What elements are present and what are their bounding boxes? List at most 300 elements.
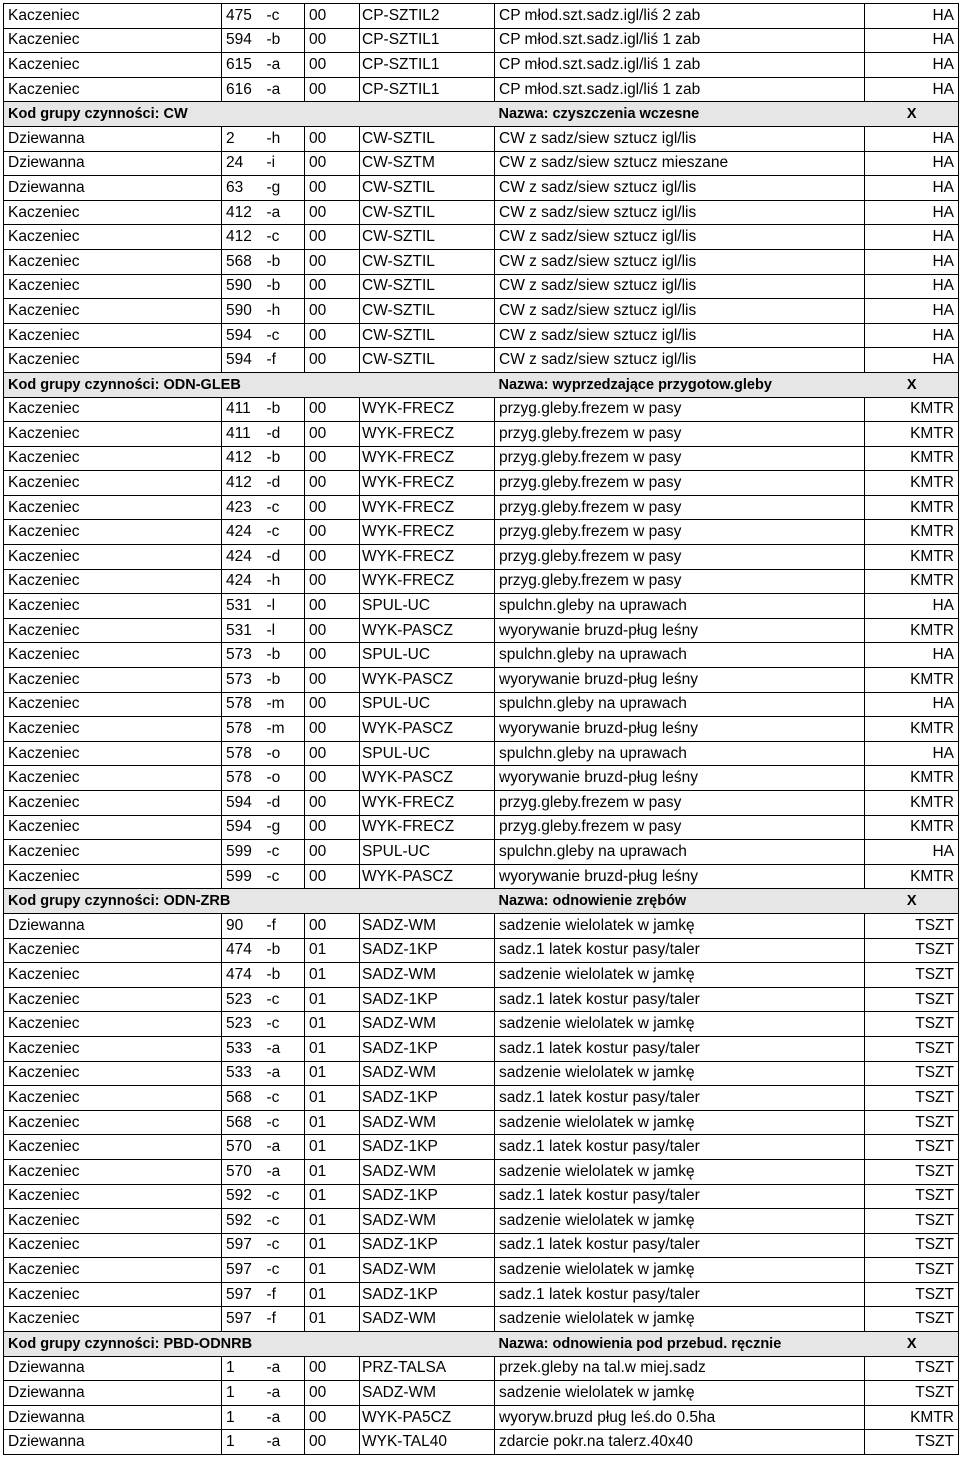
subdivision-cell: -c [265, 225, 305, 250]
table-row [4, 717, 959, 742]
activity-description-cell: wyorywanie bruzd-pług leśny [495, 618, 865, 643]
unit-cell: HA [865, 151, 959, 176]
unit-cell: HA [865, 200, 959, 225]
forestry-cell: Kaczeniec [4, 1282, 222, 1307]
unit-cell: HA [865, 299, 959, 324]
group-code-label: Kod grupy czynności: ODN-ZRB [4, 889, 495, 914]
forestry-cell: Kaczeniec [4, 1036, 222, 1061]
forestry-cell: Kaczeniec [4, 840, 222, 865]
table-row [4, 323, 959, 348]
activity-description-cell: przyg.gleby.frezem w pasy [495, 815, 865, 840]
group-code-label: Kod grupy czynności: PBD-ODNRB [4, 1332, 495, 1357]
activity-code-cell: WYK-PASCZ [360, 618, 495, 643]
activity-code-cell: WYK-FRECZ [360, 397, 495, 422]
activity-description-cell: sadz.1 latek kostur pasy/taler [495, 1282, 865, 1307]
code-cell: 00 [305, 397, 360, 422]
activity-code-cell: SADZ-WM [360, 1307, 495, 1332]
activity-code-cell: SADZ-1KP [360, 1135, 495, 1160]
division-cell: 474 [222, 938, 265, 963]
forestry-cell: Kaczeniec [4, 594, 222, 619]
code-cell: 00 [305, 692, 360, 717]
unit-cell: TSZT [865, 1209, 959, 1234]
code-cell: 01 [305, 987, 360, 1012]
subdivision-cell: -a [265, 1430, 305, 1455]
activity-description-cell: sadzenie wielolatek w jamkę [495, 963, 865, 988]
subdivision-cell: -a [265, 1381, 305, 1406]
code-cell: 00 [305, 717, 360, 742]
activity-code-cell: WYK-PA5CZ [360, 1405, 495, 1430]
activity-code-cell: SPUL-UC [360, 840, 495, 865]
subdivision-cell: -m [265, 692, 305, 717]
forestry-cell: Kaczeniec [4, 28, 222, 53]
activity-description-cell: przyg.gleby.frezem w pasy [495, 545, 865, 570]
activity-code-cell: CW-SZTIL [360, 249, 495, 274]
unit-cell: KMTR [865, 766, 959, 791]
forestry-cell: Kaczeniec [4, 200, 222, 225]
division-cell: 597 [222, 1307, 265, 1332]
group-name-label: Nazwa: czyszczenia wczesne [495, 102, 865, 127]
division-cell: 474 [222, 963, 265, 988]
table-row [4, 1135, 959, 1160]
table-row [4, 1282, 959, 1307]
division-cell: 616 [222, 77, 265, 102]
forestry-cell: Kaczeniec [4, 692, 222, 717]
activity-code-cell: CP-SZTIL1 [360, 53, 495, 78]
table-row [4, 200, 959, 225]
forestry-cell: Dziewanna [4, 1356, 222, 1381]
subdivision-cell: -m [265, 717, 305, 742]
activity-description-cell: CW z sadz/siew sztucz igl/lis [495, 176, 865, 201]
subdivision-cell: -a [265, 53, 305, 78]
subdivision-cell: -d [265, 471, 305, 496]
code-cell: 00 [305, 791, 360, 816]
subdivision-cell: -o [265, 766, 305, 791]
table-row [4, 963, 959, 988]
activity-description-cell: spulchn.gleby na uprawach [495, 741, 865, 766]
forestry-cell: Kaczeniec [4, 791, 222, 816]
forestry-cell: Kaczeniec [4, 77, 222, 102]
code-cell: 00 [305, 1405, 360, 1430]
table-row [4, 348, 959, 373]
unit-cell: TSZT [865, 1381, 959, 1406]
unit-cell: TSZT [865, 1086, 959, 1111]
subdivision-cell: -b [265, 938, 305, 963]
table-row [4, 1184, 959, 1209]
division-cell: 597 [222, 1258, 265, 1283]
code-cell: 00 [305, 4, 360, 29]
activity-code-cell: SADZ-WM [360, 1209, 495, 1234]
unit-cell: HA [865, 53, 959, 78]
forestry-cell: Dziewanna [4, 126, 222, 151]
division-cell: 411 [222, 397, 265, 422]
subdivision-cell: -c [265, 1258, 305, 1283]
activity-code-cell: WYK-FRECZ [360, 422, 495, 447]
forestry-cell: Kaczeniec [4, 938, 222, 963]
code-cell: 00 [305, 1381, 360, 1406]
code-cell: 01 [305, 1086, 360, 1111]
activity-code-cell: WYK-FRECZ [360, 520, 495, 545]
forestry-cell: Kaczeniec [4, 963, 222, 988]
activity-code-cell: CP-SZTIL2 [360, 4, 495, 29]
unit-cell: HA [865, 840, 959, 865]
division-cell: 578 [222, 717, 265, 742]
activity-code-cell: WYK-FRECZ [360, 446, 495, 471]
code-cell: 00 [305, 741, 360, 766]
activity-description-cell: CW z sadz/siew sztucz mieszane [495, 151, 865, 176]
activity-code-cell: SPUL-UC [360, 692, 495, 717]
forestry-cell: Kaczeniec [4, 1159, 222, 1184]
unit-cell: HA [865, 28, 959, 53]
division-cell: 1 [222, 1356, 265, 1381]
group-code-label: Kod grupy czynności: CW [4, 102, 495, 127]
table-row [4, 249, 959, 274]
forestry-cell: Kaczeniec [4, 618, 222, 643]
division-cell: 90 [222, 913, 265, 938]
activity-description-cell: CW z sadz/siew sztucz igl/lis [495, 225, 865, 250]
unit-cell: TSZT [865, 963, 959, 988]
unit-cell: HA [865, 77, 959, 102]
activity-description-cell: przyg.gleby.frezem w pasy [495, 495, 865, 520]
activity-description-cell: przyg.gleby.frezem w pasy [495, 791, 865, 816]
table-row [4, 28, 959, 53]
unit-cell: HA [865, 225, 959, 250]
activity-code-cell: SADZ-WM [360, 963, 495, 988]
code-cell: 00 [305, 28, 360, 53]
group-flag: X [865, 102, 959, 127]
table-row [4, 126, 959, 151]
code-cell: 00 [305, 815, 360, 840]
division-cell: 531 [222, 618, 265, 643]
code-cell: 00 [305, 471, 360, 496]
activity-description-cell: CP młod.szt.sadz.igl/liś 2 zab [495, 4, 865, 29]
table-row [4, 545, 959, 570]
unit-cell: TSZT [865, 987, 959, 1012]
table-row [4, 77, 959, 102]
unit-cell: HA [865, 594, 959, 619]
division-cell: 573 [222, 668, 265, 693]
unit-cell: KMTR [865, 618, 959, 643]
subdivision-cell: -a [265, 200, 305, 225]
subdivision-cell: -b [265, 643, 305, 668]
forestry-cell: Kaczeniec [4, 987, 222, 1012]
unit-cell: TSZT [865, 1233, 959, 1258]
activity-description-cell: zdarcie pokr.na talerz.40x40 [495, 1430, 865, 1455]
code-cell: 01 [305, 1061, 360, 1086]
subdivision-cell: -g [265, 176, 305, 201]
group-header-row [4, 889, 959, 914]
unit-cell: HA [865, 323, 959, 348]
subdivision-cell: -h [265, 569, 305, 594]
activity-code-cell: SADZ-1KP [360, 1233, 495, 1258]
division-cell: 592 [222, 1184, 265, 1209]
subdivision-cell: -a [265, 77, 305, 102]
activity-description-cell: sadz.1 latek kostur pasy/taler [495, 1086, 865, 1111]
activity-description-cell: spulchn.gleby na uprawach [495, 643, 865, 668]
activity-description-cell: wyorywanie bruzd-pług leśny [495, 766, 865, 791]
division-cell: 594 [222, 323, 265, 348]
forestry-cell: Kaczeniec [4, 1258, 222, 1283]
forestry-cell: Kaczeniec [4, 422, 222, 447]
unit-cell: TSZT [865, 1135, 959, 1160]
activity-description-cell: sadzenie wielolatek w jamkę [495, 1159, 865, 1184]
forestry-cell: Kaczeniec [4, 1110, 222, 1135]
table-row [4, 1258, 959, 1283]
activity-code-cell: SADZ-WM [360, 1159, 495, 1184]
activity-description-cell: przyg.gleby.frezem w pasy [495, 397, 865, 422]
table-row [4, 987, 959, 1012]
code-cell: 00 [305, 225, 360, 250]
code-cell: 00 [305, 840, 360, 865]
activity-description-cell: CW z sadz/siew sztucz igl/lis [495, 249, 865, 274]
division-cell: 2 [222, 126, 265, 151]
table-row [4, 446, 959, 471]
activity-code-cell: SADZ-1KP [360, 1086, 495, 1111]
subdivision-cell: -d [265, 545, 305, 570]
subdivision-cell: -g [265, 815, 305, 840]
operations-table [3, 3, 959, 1455]
activity-description-cell: sadz.1 latek kostur pasy/taler [495, 987, 865, 1012]
code-cell: 00 [305, 594, 360, 619]
activity-code-cell: SPUL-UC [360, 643, 495, 668]
subdivision-cell: -a [265, 1159, 305, 1184]
activity-code-cell: CW-SZTIL [360, 274, 495, 299]
unit-cell: HA [865, 4, 959, 29]
forestry-cell: Kaczeniec [4, 766, 222, 791]
activity-code-cell: SADZ-WM [360, 1012, 495, 1037]
activity-code-cell: SADZ-WM [360, 1110, 495, 1135]
activity-code-cell: SADZ-WM [360, 913, 495, 938]
forestry-cell: Kaczeniec [4, 1233, 222, 1258]
subdivision-cell: -d [265, 422, 305, 447]
unit-cell: KMTR [865, 471, 959, 496]
code-cell: 00 [305, 151, 360, 176]
table-row [4, 422, 959, 447]
code-cell: 00 [305, 913, 360, 938]
table-row [4, 520, 959, 545]
table-row [4, 1012, 959, 1037]
division-cell: 523 [222, 1012, 265, 1037]
forestry-cell: Kaczeniec [4, 864, 222, 889]
subdivision-cell: -a [265, 1135, 305, 1160]
table-row [4, 1061, 959, 1086]
table-row [4, 1086, 959, 1111]
forestry-cell: Kaczeniec [4, 495, 222, 520]
code-cell: 01 [305, 1258, 360, 1283]
subdivision-cell: -l [265, 618, 305, 643]
activity-code-cell: WYK-FRECZ [360, 815, 495, 840]
activity-description-cell: CW z sadz/siew sztucz igl/lis [495, 200, 865, 225]
activity-description-cell: przyg.gleby.frezem w pasy [495, 422, 865, 447]
activity-description-cell: sadz.1 latek kostur pasy/taler [495, 1184, 865, 1209]
table-row [4, 151, 959, 176]
activity-description-cell: CW z sadz/siew sztucz igl/lis [495, 299, 865, 324]
code-cell: 00 [305, 618, 360, 643]
activity-code-cell: SPUL-UC [360, 741, 495, 766]
unit-cell: TSZT [865, 1012, 959, 1037]
unit-cell: KMTR [865, 668, 959, 693]
division-cell: 523 [222, 987, 265, 1012]
table-row [4, 913, 959, 938]
unit-cell: TSZT [865, 1356, 959, 1381]
table-row [4, 791, 959, 816]
activity-description-cell: CP młod.szt.sadz.igl/liś 1 zab [495, 77, 865, 102]
activity-code-cell: CW-SZTIL [360, 348, 495, 373]
activity-description-cell: sadz.1 latek kostur pasy/taler [495, 938, 865, 963]
unit-cell: HA [865, 176, 959, 201]
code-cell: 00 [305, 446, 360, 471]
division-cell: 578 [222, 766, 265, 791]
code-cell: 00 [305, 766, 360, 791]
forestry-cell: Kaczeniec [4, 1307, 222, 1332]
code-cell: 00 [305, 176, 360, 201]
division-cell: 570 [222, 1135, 265, 1160]
activity-description-cell: sadzenie wielolatek w jamkę [495, 1307, 865, 1332]
activity-code-cell: CP-SZTIL1 [360, 77, 495, 102]
unit-cell: HA [865, 348, 959, 373]
subdivision-cell: -h [265, 299, 305, 324]
forestry-cell: Kaczeniec [4, 569, 222, 594]
subdivision-cell: -c [265, 840, 305, 865]
division-cell: 1 [222, 1381, 265, 1406]
table-row [4, 299, 959, 324]
forestry-cell: Kaczeniec [4, 668, 222, 693]
forestry-cell: Kaczeniec [4, 397, 222, 422]
activity-description-cell: spulchn.gleby na uprawach [495, 594, 865, 619]
forestry-cell: Kaczeniec [4, 348, 222, 373]
unit-cell: KMTR [865, 446, 959, 471]
activity-description-cell: przyg.gleby.frezem w pasy [495, 446, 865, 471]
table-row [4, 643, 959, 668]
unit-cell: TSZT [865, 938, 959, 963]
code-cell: 00 [305, 864, 360, 889]
subdivision-cell: -f [265, 348, 305, 373]
unit-cell: TSZT [865, 1258, 959, 1283]
division-cell: 533 [222, 1036, 265, 1061]
unit-cell: TSZT [865, 1307, 959, 1332]
forestry-cell: Kaczeniec [4, 741, 222, 766]
code-cell: 01 [305, 1012, 360, 1037]
forestry-cell: Kaczeniec [4, 717, 222, 742]
table-row [4, 692, 959, 717]
subdivision-cell: -c [265, 1233, 305, 1258]
table-row [4, 1405, 959, 1430]
unit-cell: HA [865, 643, 959, 668]
activity-description-cell: CP młod.szt.sadz.igl/liś 1 zab [495, 28, 865, 53]
code-cell: 01 [305, 1282, 360, 1307]
unit-cell: KMTR [865, 791, 959, 816]
table-row [4, 938, 959, 963]
division-cell: 24 [222, 151, 265, 176]
forestry-cell: Dziewanna [4, 913, 222, 938]
subdivision-cell: -c [265, 1086, 305, 1111]
activity-description-cell: spulchn.gleby na uprawach [495, 840, 865, 865]
division-cell: 424 [222, 520, 265, 545]
unit-cell: KMTR [865, 717, 959, 742]
activity-description-cell: przyg.gleby.frezem w pasy [495, 569, 865, 594]
table-row [4, 495, 959, 520]
activity-description-cell: CP młod.szt.sadz.igl/liś 1 zab [495, 53, 865, 78]
subdivision-cell: -c [265, 323, 305, 348]
group-name-label: Nazwa: odnowienia pod przebud. ręcznie [495, 1332, 865, 1357]
table-row [4, 225, 959, 250]
code-cell: 01 [305, 1233, 360, 1258]
table-row [4, 397, 959, 422]
division-cell: 1 [222, 1430, 265, 1455]
code-cell: 00 [305, 520, 360, 545]
unit-cell: KMTR [865, 422, 959, 447]
code-cell: 00 [305, 77, 360, 102]
unit-cell: HA [865, 126, 959, 151]
table-row [4, 741, 959, 766]
division-cell: 578 [222, 692, 265, 717]
subdivision-cell: -a [265, 1405, 305, 1430]
table-row [4, 1381, 959, 1406]
activity-description-cell: sadz.1 latek kostur pasy/taler [495, 1135, 865, 1160]
activity-code-cell: SADZ-1KP [360, 1036, 495, 1061]
code-cell: 01 [305, 1307, 360, 1332]
code-cell: 00 [305, 299, 360, 324]
division-cell: 578 [222, 741, 265, 766]
activity-description-cell: wyorywanie bruzd-pług leśny [495, 864, 865, 889]
unit-cell: HA [865, 741, 959, 766]
division-cell: 568 [222, 1086, 265, 1111]
subdivision-cell: -c [265, 1012, 305, 1037]
group-header-row [4, 1332, 959, 1357]
subdivision-cell: -c [265, 1209, 305, 1234]
table-row [4, 815, 959, 840]
unit-cell: TSZT [865, 1184, 959, 1209]
subdivision-cell: -c [265, 520, 305, 545]
activity-code-cell: WYK-FRECZ [360, 495, 495, 520]
unit-cell: TSZT [865, 1061, 959, 1086]
division-cell: 531 [222, 594, 265, 619]
activity-description-cell: przyg.gleby.frezem w pasy [495, 520, 865, 545]
activity-description-cell: sadzenie wielolatek w jamkę [495, 1012, 865, 1037]
code-cell: 01 [305, 1036, 360, 1061]
code-cell: 00 [305, 569, 360, 594]
activity-code-cell: SPUL-UC [360, 594, 495, 619]
table-row [4, 569, 959, 594]
activity-code-cell: SADZ-1KP [360, 938, 495, 963]
forestry-cell: Kaczeniec [4, 225, 222, 250]
table-row [4, 618, 959, 643]
forestry-cell: Kaczeniec [4, 815, 222, 840]
code-cell: 00 [305, 1356, 360, 1381]
activity-description-cell: wyorywanie bruzd-pług leśny [495, 668, 865, 693]
unit-cell: KMTR [865, 864, 959, 889]
table-row [4, 1233, 959, 1258]
forestry-cell: Kaczeniec [4, 1061, 222, 1086]
division-cell: 63 [222, 176, 265, 201]
division-cell: 411 [222, 422, 265, 447]
division-cell: 590 [222, 299, 265, 324]
subdivision-cell: -f [265, 1282, 305, 1307]
activity-description-cell: sadzenie wielolatek w jamkę [495, 1061, 865, 1086]
forestry-cell: Kaczeniec [4, 643, 222, 668]
division-cell: 424 [222, 545, 265, 570]
table-row [4, 274, 959, 299]
table-row [4, 840, 959, 865]
code-cell: 00 [305, 53, 360, 78]
forestry-cell: Dziewanna [4, 176, 222, 201]
code-cell: 01 [305, 938, 360, 963]
activity-code-cell: WYK-PASCZ [360, 864, 495, 889]
table-row [4, 1159, 959, 1184]
code-cell: 00 [305, 495, 360, 520]
forestry-cell: Dziewanna [4, 1430, 222, 1455]
subdivision-cell: -b [265, 249, 305, 274]
division-cell: 412 [222, 446, 265, 471]
